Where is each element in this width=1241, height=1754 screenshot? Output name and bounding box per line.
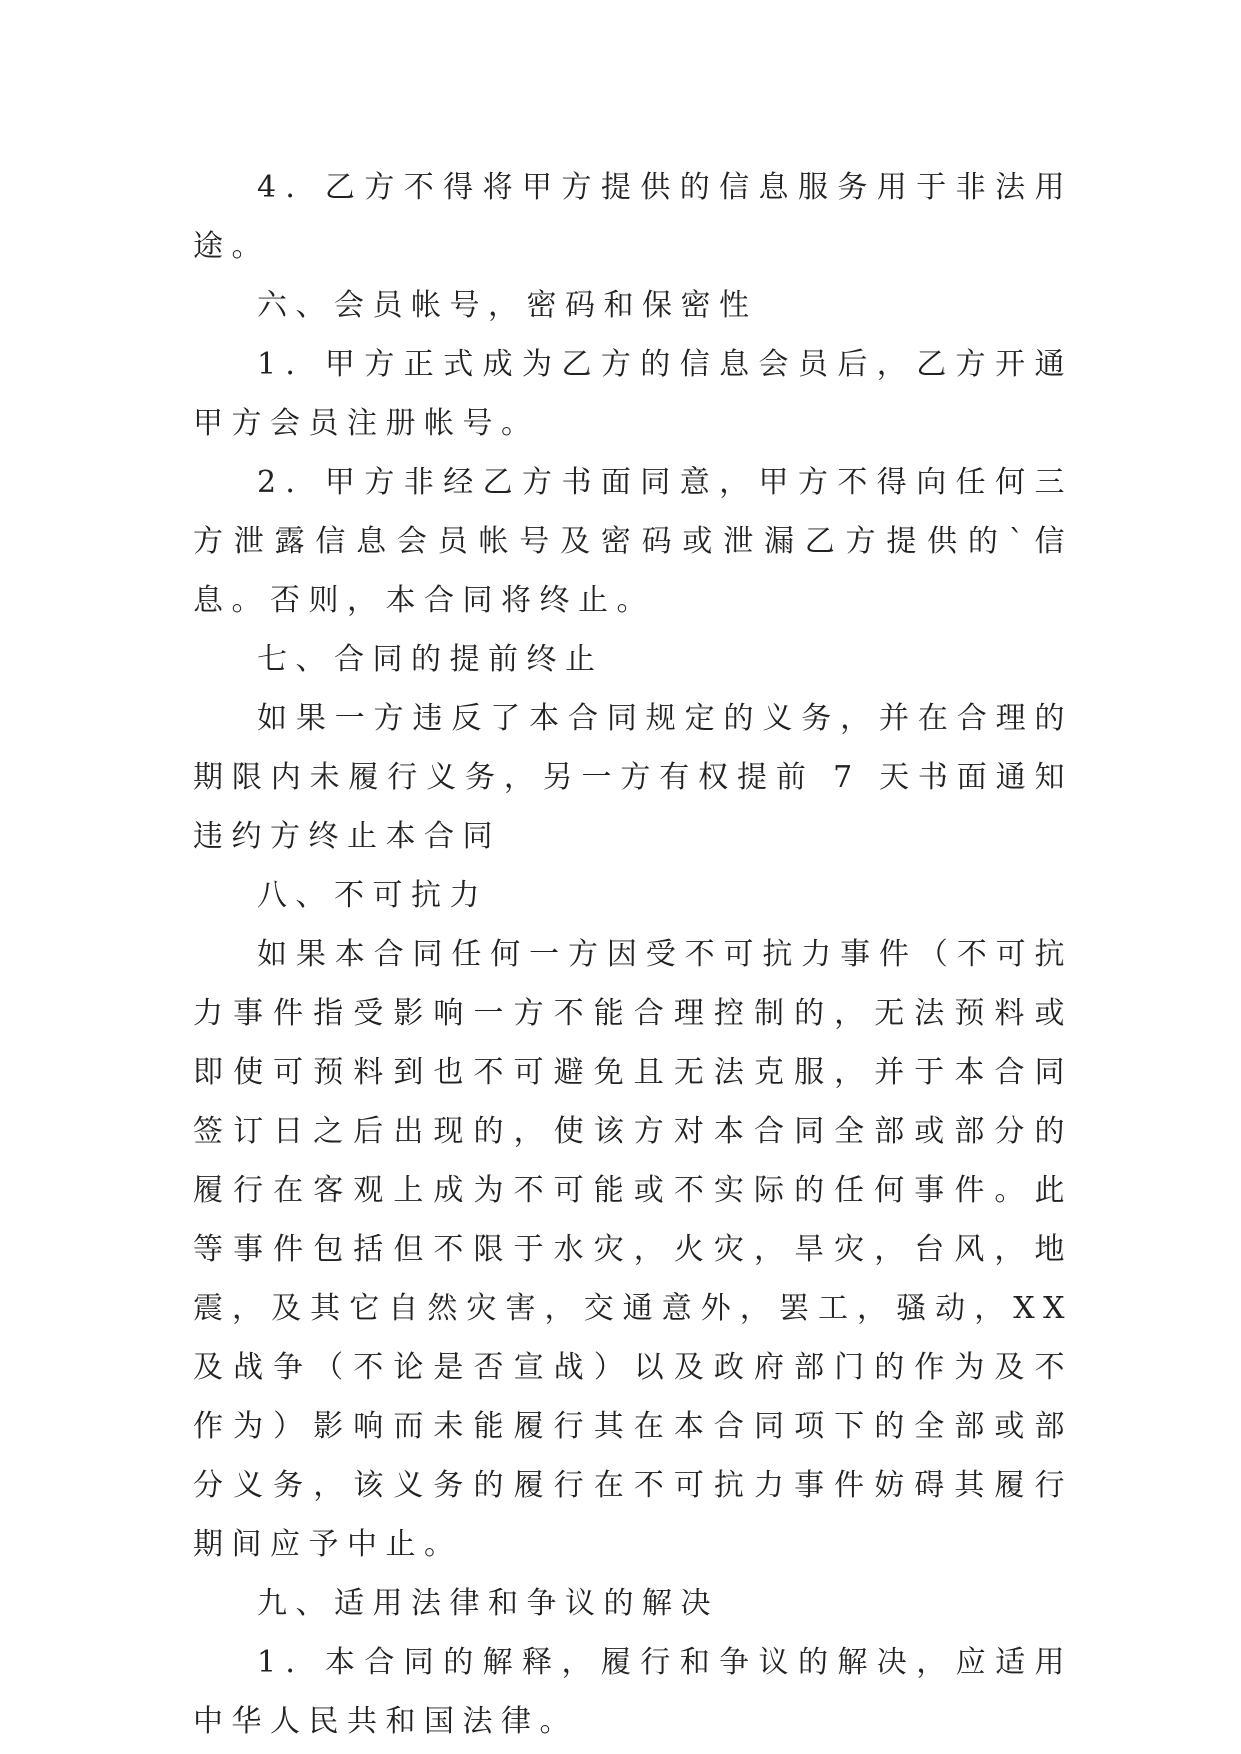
clause-9-item-1: 1．本合同的解释，履行和争议的解决，应适用中华人民共和国法律。	[193, 1645, 1073, 1739]
clause-7-text: 如果一方违反了本合同规定的义务，并在合理的期限内未履行义务，另一方有权提前 7 天书面通知违约方终止本合同	[193, 701, 1073, 854]
clause-5-item-4: 4．乙方不得将甲方提供的信息服务用于非法用途。	[193, 170, 1073, 264]
section-heading-7: 七、合同的提前终止	[257, 642, 604, 677]
clause-6-item-2: 2．甲方非经乙方书面同意，甲方不得向任何三方泄露信息会员帐号及密码或泄漏乙方提供的`信息。否则，本合同将终止。	[193, 465, 1073, 618]
clause-8-text: 如果本合同任何一方因受不可抗力事件（不可抗力事件指受影响一方不能合理控制的，无法预料或即使可预料到也不可避免且无法克服，并于本合同签订日之后出现的，使该方对本合同全部或部分的履行在客观上成为不可能或不实际的任何事件。此等事件包括但不限于水灾，火灾，旱灾，台风，地震，及其它自然灾害，交通意外，罢工，骚动，XX 及战争（不论是否宣战）以及政府部门的作为及不作为）影响而未能履行其在本合同项下的全部或部分义务，该义务的履行在不可抗力事件妨碍其履行期间应予中止。	[193, 937, 1073, 1562]
section-heading-8: 八、不可抗力	[257, 878, 488, 913]
section-heading-6: 六、会员帐号，密码和保密性	[257, 288, 758, 323]
clause-6-item-1: 1．甲方正式成为乙方的信息会员后，乙方开通甲方会员注册帐号。	[193, 347, 1073, 441]
section-heading-9: 九、适用法律和争议的解决	[257, 1586, 719, 1621]
document-body	[193, 158, 1073, 1751]
